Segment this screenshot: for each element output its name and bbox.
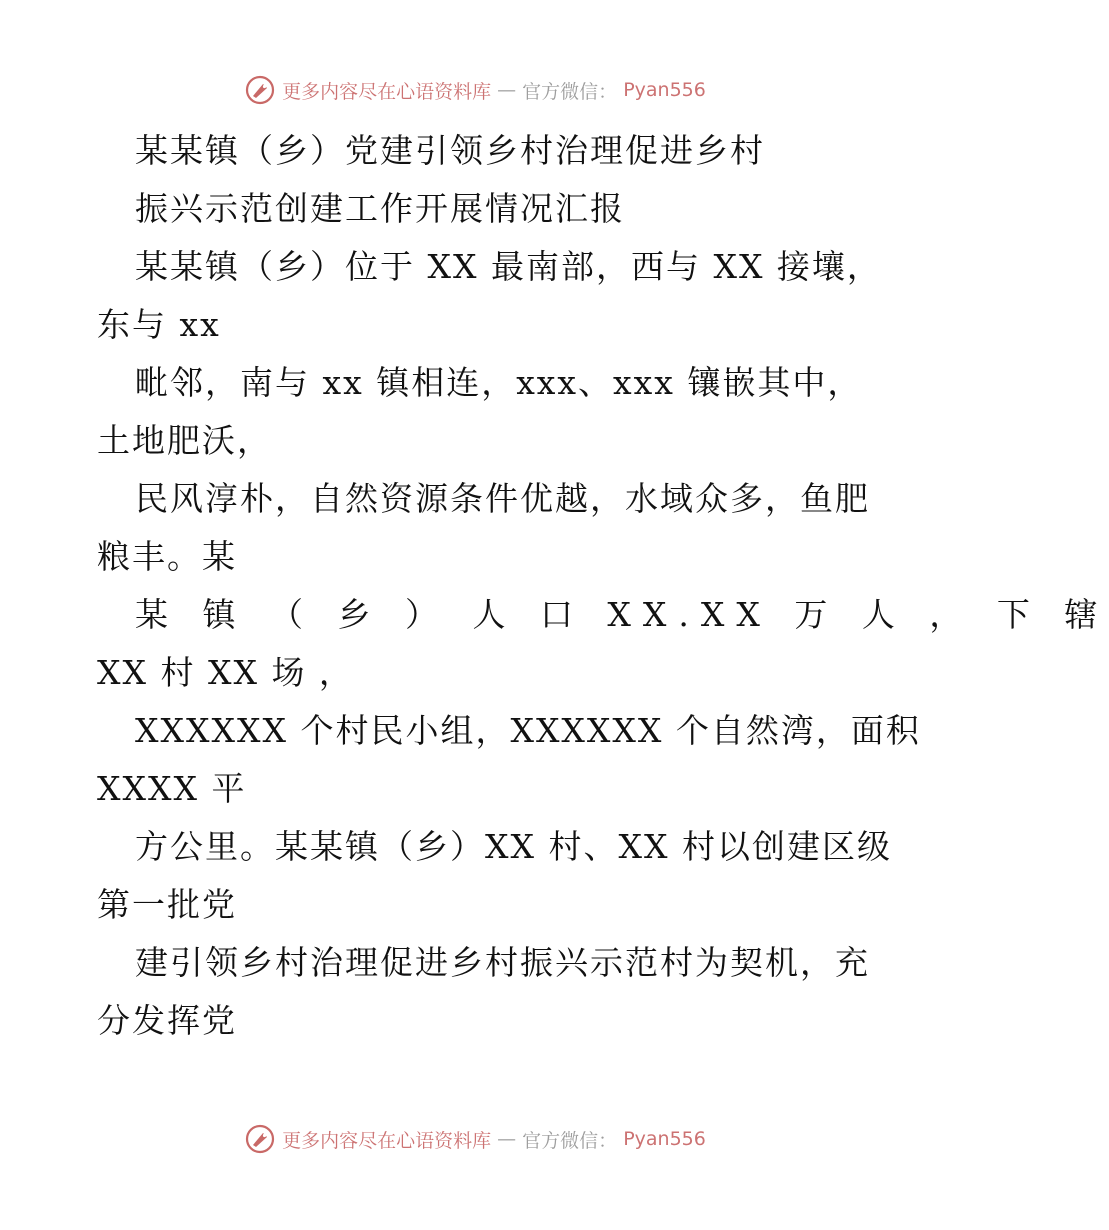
paragraph-line: 建引领乡村治理促进乡村振兴示范村为契机，充 bbox=[135, 943, 870, 982]
watermark-wechat-id: Pyan556 bbox=[623, 1128, 706, 1150]
document-title-line-2: 振兴示范创建工作开展情况汇报 bbox=[135, 189, 625, 228]
watermark-brand: 更多内容尽在心语资料库 bbox=[282, 1129, 492, 1152]
document-body bbox=[97, 122, 1109, 1050]
pen-nib-logo-icon bbox=[244, 1123, 276, 1155]
paragraph-line: XX 村 XX 场 ， bbox=[97, 653, 354, 692]
watermark-label: 官方微信： bbox=[522, 1129, 618, 1152]
paragraph-line: 方公里。某某镇（乡）XX 村、XX 村以创建区级 bbox=[135, 827, 892, 866]
paragraph-line: 某某镇（乡）位于 XX 最南部，西与 XX 接壤， bbox=[135, 247, 882, 286]
watermark-brand: 更多内容尽在心语资料库 bbox=[282, 80, 492, 103]
footer-watermark bbox=[0, 1123, 950, 1155]
paragraph-line: 某 镇 （ 乡 ） 人 口 XX.XX 万 人 ， 下 辖 bbox=[135, 595, 1109, 634]
paragraph-line: 第一批党 bbox=[97, 885, 237, 924]
paragraph-line: 土地肥沃， bbox=[97, 421, 272, 460]
pen-nib-logo-icon bbox=[244, 74, 276, 106]
paragraph-line: 东与 xx bbox=[97, 305, 221, 344]
paragraph-line: 分发挥党 bbox=[97, 1001, 237, 1040]
watermark-dash: — bbox=[497, 79, 517, 101]
watermark-wechat-id: Pyan556 bbox=[623, 79, 706, 101]
paragraph-line: XXXX 平 bbox=[97, 769, 247, 808]
header-watermark bbox=[0, 74, 950, 106]
paragraph-line: 粮丰。某 bbox=[97, 537, 237, 576]
document-title-line-1: 某某镇（乡）党建引领乡村治理促进乡村 bbox=[135, 131, 765, 170]
paragraph-line: 民风淳朴，自然资源条件优越，水域众多，鱼肥 bbox=[135, 479, 870, 518]
watermark-dash: — bbox=[497, 1128, 517, 1150]
paragraph-line: XXXXXX 个村民小组，XXXXXX 个自然湾，面积 bbox=[135, 711, 921, 750]
paragraph-line: 毗邻，南与 xx 镇相连，xxx、xxx 镶嵌其中， bbox=[135, 363, 863, 402]
watermark-label: 官方微信： bbox=[522, 80, 618, 103]
